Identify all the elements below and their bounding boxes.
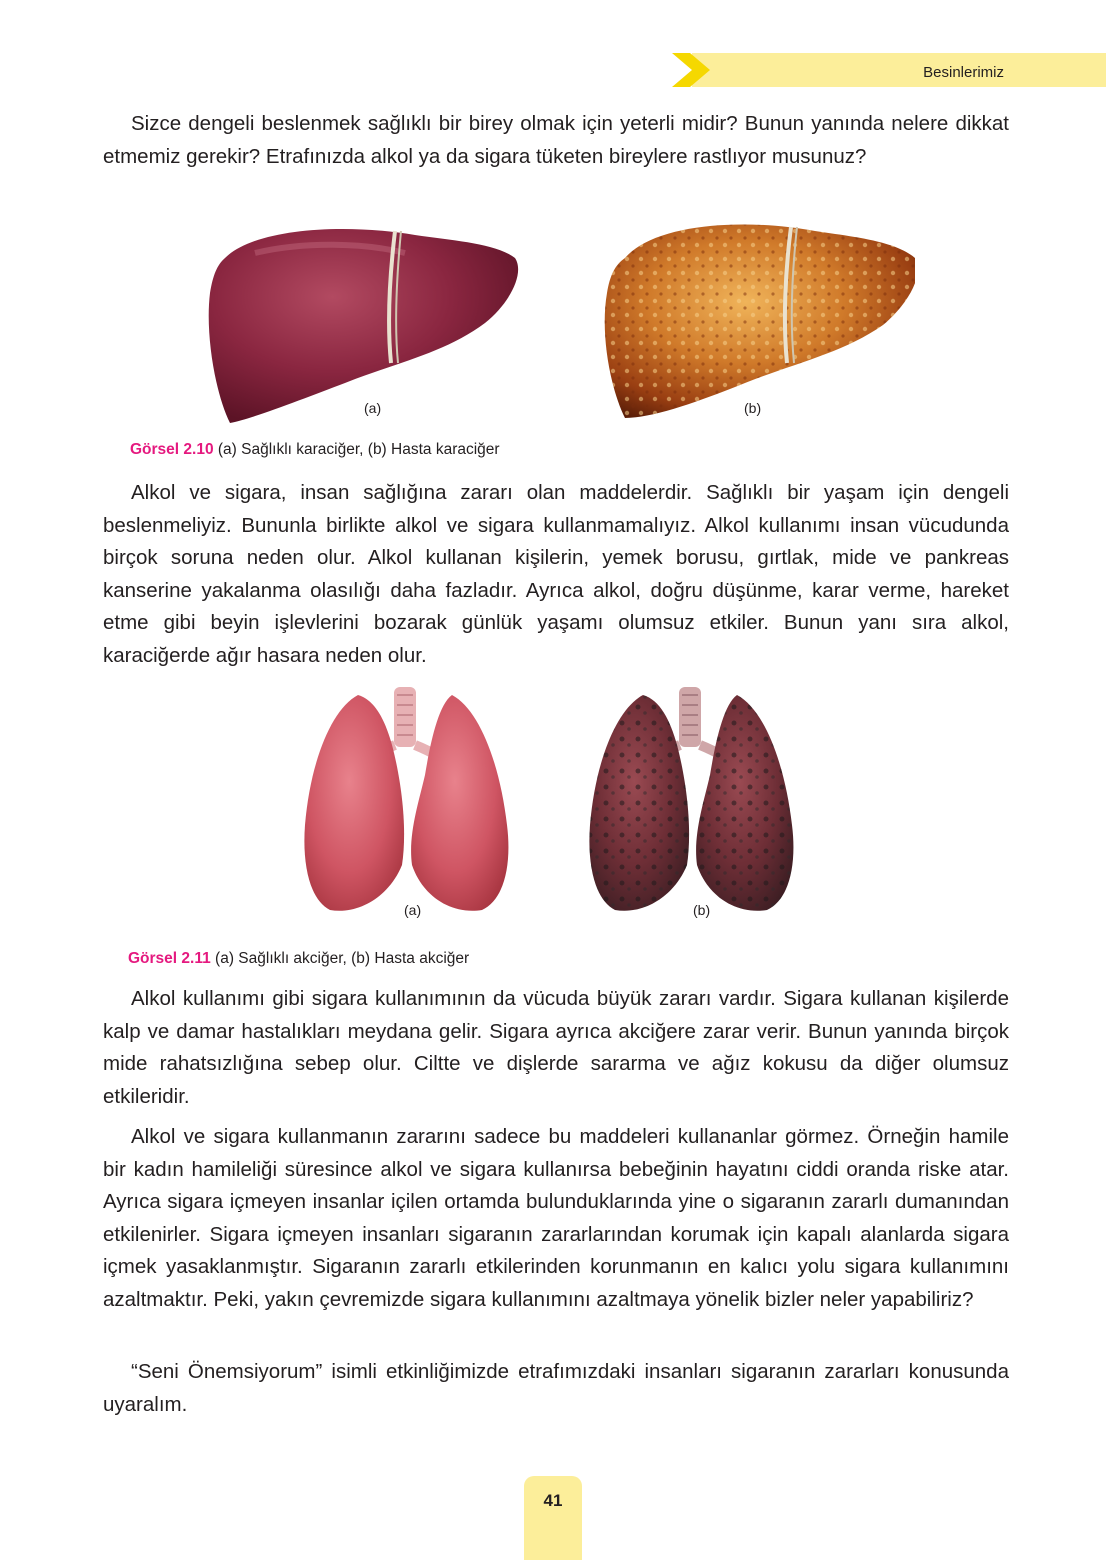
liver-label-a: (a) bbox=[364, 400, 382, 416]
liver-label-b: (b) bbox=[744, 400, 762, 416]
liver-caption bbox=[130, 441, 500, 459]
healthy-liver-image bbox=[209, 229, 518, 423]
diseased-lung-image bbox=[589, 687, 793, 911]
header-title: Besinlerimiz bbox=[923, 64, 1004, 81]
lung-label-a: (a) bbox=[404, 902, 422, 918]
lung-figure bbox=[300, 685, 810, 920]
liver-figure bbox=[195, 213, 915, 428]
liver-caption-text: (a) Sağlıklı karaciğer, (b) Hasta karaciğer bbox=[213, 441, 500, 458]
lung-caption bbox=[128, 950, 469, 968]
paragraph-smoking: Alkol kullanımı gibi sigara kullanımının da vücuda büyük zararı vardır. Sigara kullanan kişilerde kalp ve damar hastalıkları meydana gelir. Sigara ayrıca akciğere zarar verir. Bunun yanında birçok mide rahatsızlığına sebep olur. Ciltte ve dişlerde sararma ve ağız kokusu da diğer olumsuz etkileridir. bbox=[103, 987, 1009, 1108]
paragraph-passive-smoking: Alkol ve sigara kullanmanın zararını sadece bu maddeleri kullananlar görmez. Örneğin hamile bir kadın hamileliği süresince alkol ve sigara kullanırsa bebeğinin hayatını ciddi oranda riske atar. Ayrıca sigara içmeyen insanlar içilen ortamda bulunduklarında yine o sigaranın zararlı dumanından etkilenirler. Sigara içmeyen insanları sigaranın zararlarından korumak için kapalı alanlarda sigara içmek yasaklanmıştır. Sigaranın zararlı etkilerinden korunmanın en kalıcı yolu sigara kullanımını azaltmaktır. Peki, yakın çevremizde sigara kullanımını azaltmaya yönelik bizler neler yapabiliriz? bbox=[103, 1125, 1009, 1311]
lung-label-b: (b) bbox=[693, 902, 711, 918]
healthy-lung-image bbox=[304, 687, 508, 911]
paragraph-alcohol: Alkol ve sigara, insan sağlığına zararı olan maddelerdir. Sağlıklı bir yaşam için dengeli beslenmeliyiz. Bununla birlikte alkol ve sigara kullanmamalıyız. Alkol kullanımı insan vücudunda birçok soruna neden olur. Alkol kullanan kişilerin, yemek borusu, gırtlak, mide ve pankreas kanserine yakalanma olasılığı daha fazladır. Ayrıca alkol, doğru düşünme, karar verme, hareket etme gibi beyin işlevlerini bozarak günlük yaşamı olumsuz etkiler. Bunun yanı sıra alkol, karaciğerde ağır hasara neden olur. bbox=[103, 481, 1009, 667]
lung-caption-text: (a) Sağlıklı akciğer, (b) Hasta akciğer bbox=[210, 950, 470, 967]
liver-caption-number: Görsel 2.10 bbox=[130, 441, 214, 458]
paragraph-intro: Sizce dengeli beslenmek sağlıklı bir birey olmak için yeterli midir? Bunun yanında nelere dikkat etmemiz gerekir? Etrafınızda alkol ya da sigara tüketen bireylere rastlıyor musunuz? bbox=[103, 112, 1009, 168]
diseased-liver-image bbox=[605, 224, 915, 418]
lung-caption-number: Görsel 2.11 bbox=[128, 950, 211, 967]
page-number: 41 bbox=[543, 1491, 563, 1510]
paragraph-activity: “Seni Önemsiyorum” isimli etkinliğimizde etrafımızdaki insanları sigaranın zararları konusunda uyaralım. bbox=[103, 1360, 1009, 1416]
header-band bbox=[672, 53, 1106, 87]
page-number-tab bbox=[524, 1476, 582, 1560]
